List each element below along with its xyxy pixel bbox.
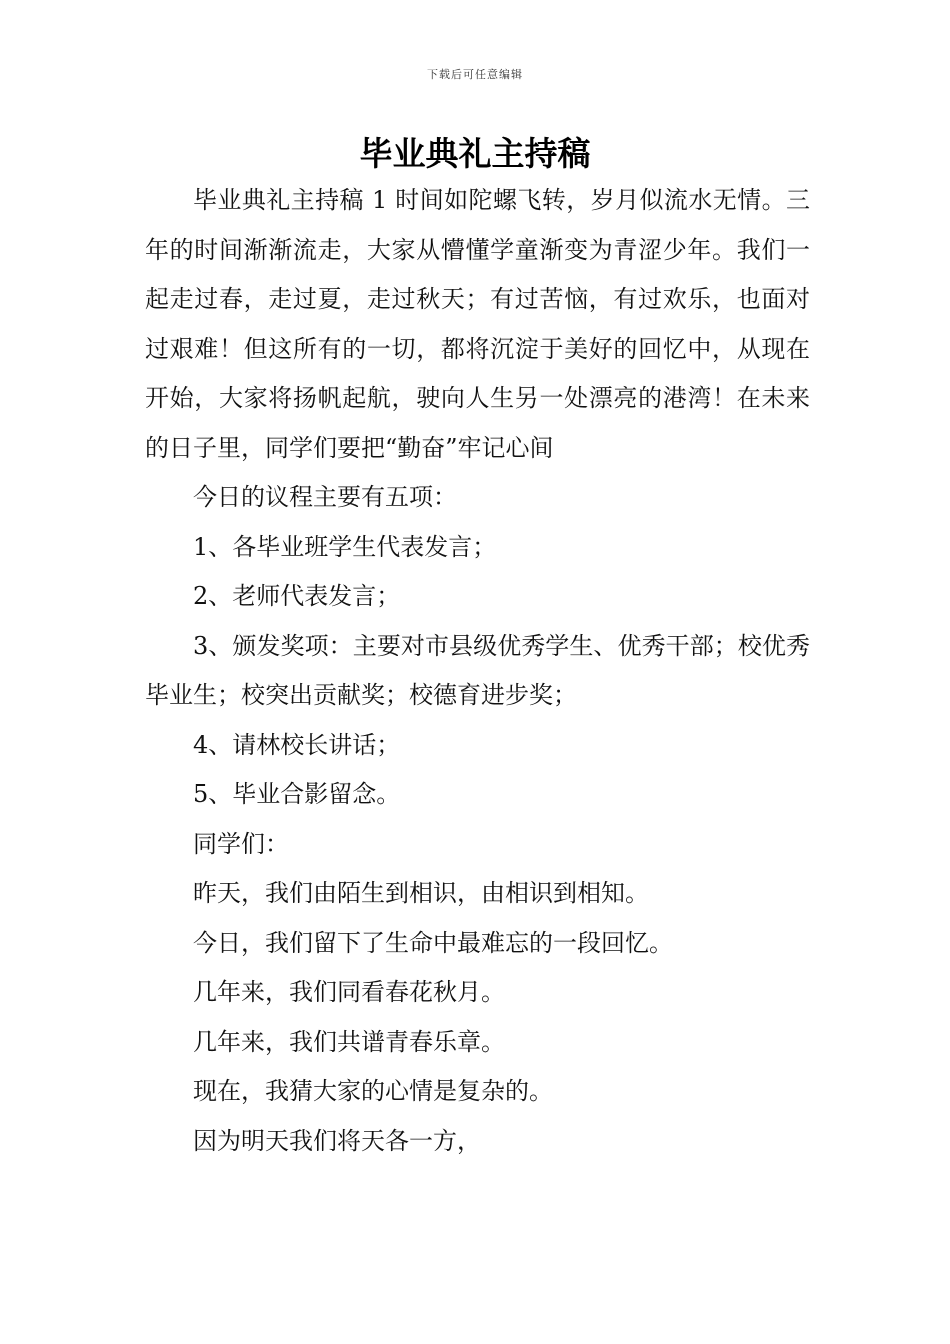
document-title: 毕业典礼主持稿 bbox=[359, 134, 591, 173]
paragraph-intro: 毕业典礼主持稿 1 时间如陀螺飞转，岁月似流水无情。三年的时间渐渐流走，大家从懵懂学童渐变为青涩少年。我们一起走过春，走过夏，走过秋天；有过苦恼，有过欢乐，也面对过艰难！但这所有的一切，都将沉淀于美好的回忆中，从现在开始，大家将扬帆起航，驶向人生另一处漂亮的港湾！在未来的日子里，同学们要把“勤奋”牢记心间 bbox=[145, 186, 810, 462]
paragraph-agenda-item-3: 3、颁发奖项：主要对市县级优秀学生、优秀干部；校优秀毕业生；校突出贡献奖；校德育进步奖； bbox=[145, 631, 810, 709]
paragraph-agenda-item-2: 2、老师代表发言； bbox=[193, 582, 401, 610]
paragraph-today: 今日，我们留下了生命中最难忘的一段回忆。 bbox=[193, 928, 673, 957]
paragraph-agenda-item-1: 1、各毕业班学生代表发言； bbox=[193, 532, 497, 561]
paragraph-agenda-item-5: 5、毕业合影留念。 bbox=[193, 780, 401, 808]
header-note: 下载后可任意编辑 bbox=[427, 68, 523, 81]
paragraph-agenda-heading: 今日的议程主要有五项： bbox=[193, 483, 457, 511]
paragraph-feelings: 现在，我猜大家的心情是复杂的。 bbox=[193, 1077, 553, 1105]
paragraph-yesterday: 昨天，我们由陌生到相识，由相识到相知。 bbox=[193, 879, 649, 907]
paragraph-tomorrow: 因为明天我们将天各一方， bbox=[193, 1126, 481, 1155]
document-body bbox=[145, 176, 810, 1166]
paragraph-greeting: 同学们： bbox=[193, 829, 289, 858]
paragraph-agenda-item-4: 4、请林校长讲话； bbox=[193, 730, 401, 759]
paragraph-years-spring: 几年来，我们同看春花秋月。 bbox=[193, 978, 505, 1006]
paragraph-years-music: 几年来，我们共谱青春乐章。 bbox=[193, 1027, 505, 1056]
